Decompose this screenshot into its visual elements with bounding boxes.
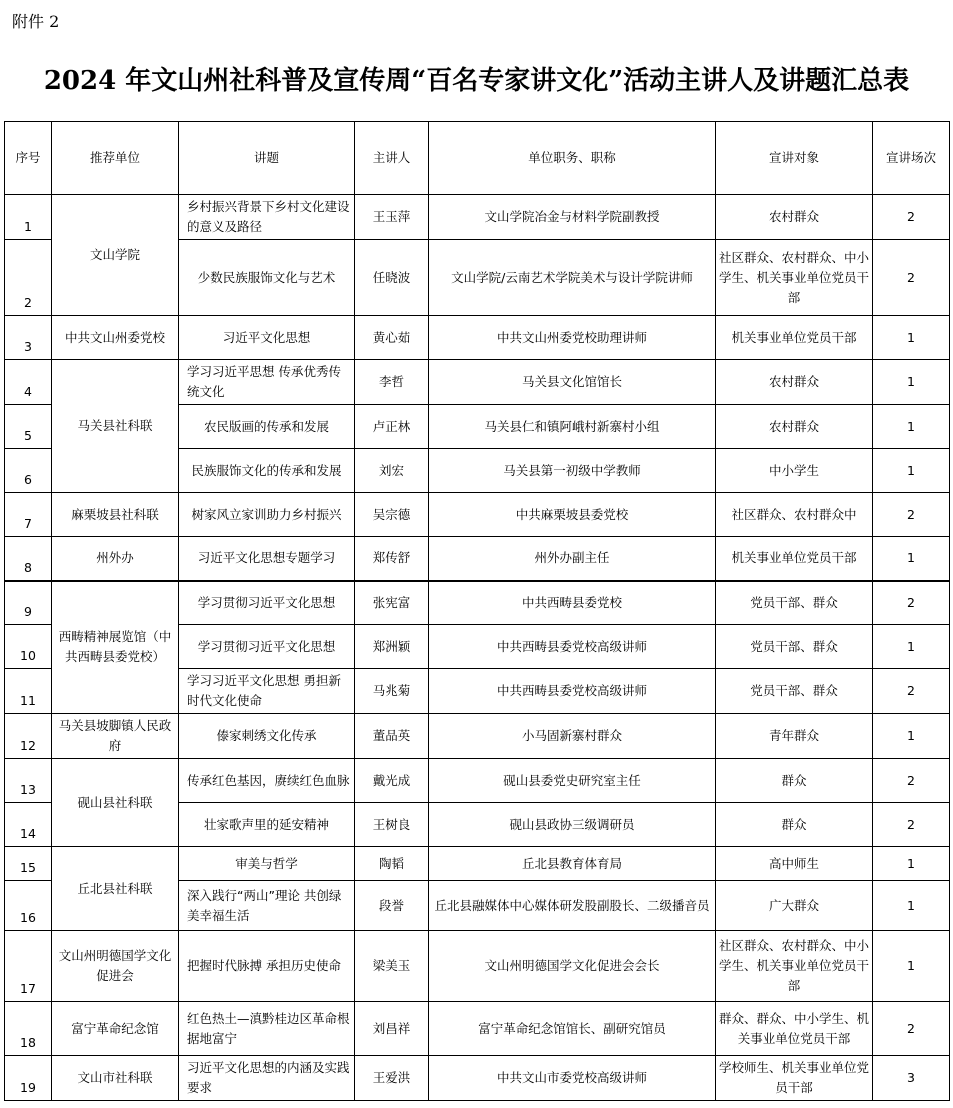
- table-row: [5, 581, 950, 625]
- cell-topic: 习近平文化思想的内涵及实践要求: [179, 1056, 355, 1101]
- attachment-label: 附件 2: [12, 12, 60, 31]
- cell-speaker: 董品英: [355, 714, 429, 759]
- cell-speaker: 陶韬: [355, 847, 429, 881]
- cell-sessions: 1: [873, 931, 950, 1002]
- cell-audience: 群众: [716, 803, 873, 847]
- cell-speaker: 任晓波: [355, 240, 429, 316]
- cell-position: 砚山县委党史研究室主任: [429, 759, 716, 803]
- cell-seq: 15: [5, 847, 52, 881]
- cell-seq: 7: [5, 493, 52, 537]
- cell-topic: 习近平文化思想: [179, 316, 355, 360]
- cell-sessions: 1: [873, 405, 950, 449]
- cell-position: 马关县第一初级中学教师: [429, 449, 716, 493]
- cell-position: 中共西畴县委党校: [429, 581, 716, 625]
- cell-speaker: 卢正林: [355, 405, 429, 449]
- cell-audience: 农村群众: [716, 195, 873, 240]
- cell-speaker: 戴光成: [355, 759, 429, 803]
- cell-unit: 丘北县社科联: [52, 847, 179, 931]
- cell-speaker: 梁美玉: [355, 931, 429, 1002]
- cell-topic: 树家风立家训助力乡村振兴: [179, 493, 355, 537]
- cell-seq: 12: [5, 714, 52, 759]
- table-row: [5, 493, 950, 537]
- cell-audience: 群众、群众、中小学生、机关事业单位党员干部: [716, 1002, 873, 1056]
- table-row: [5, 1056, 950, 1101]
- cell-audience: 农村群众: [716, 360, 873, 405]
- table-row: [5, 847, 950, 881]
- cell-unit: 文山州明德国学文化促进会: [52, 931, 179, 1002]
- cell-topic: 学习习近平思想 传承优秀传统文化: [179, 360, 355, 405]
- cell-sessions: 1: [873, 537, 950, 581]
- cell-seq: 3: [5, 316, 52, 360]
- cell-position: 砚山县政协三级调研员: [429, 803, 716, 847]
- cell-speaker: 张宪富: [355, 581, 429, 625]
- cell-unit: 马关县社科联: [52, 360, 179, 493]
- cell-audience: 广大群众: [716, 881, 873, 931]
- cell-speaker: 李哲: [355, 360, 429, 405]
- cell-topic: 审美与哲学: [179, 847, 355, 881]
- cell-unit: 马关县坡脚镇人民政府: [52, 714, 179, 759]
- cell-seq: 8: [5, 537, 52, 581]
- cell-seq: 19: [5, 1056, 52, 1101]
- document-title: 2024 年文山州社科普及宣传周“百名专家讲文化”活动主讲人及讲题汇总表: [43, 66, 910, 96]
- cell-sessions: 1: [873, 881, 950, 931]
- cell-speaker: 黄心茹: [355, 316, 429, 360]
- cell-sessions: 1: [873, 625, 950, 669]
- cell-position: 文山学院冶金与材料学院副教授: [429, 195, 716, 240]
- table-row: [5, 714, 950, 759]
- cell-position: 州外办副主任: [429, 537, 716, 581]
- cell-topic: 深入践行“两山”理论 共创绿美幸福生活: [179, 881, 355, 931]
- header-audience: 宣讲对象: [716, 122, 873, 195]
- cell-speaker: 吴宗德: [355, 493, 429, 537]
- cell-topic: 红色热土—滇黔桂边区革命根据地富宁: [179, 1002, 355, 1056]
- header-topic: 讲题: [179, 122, 355, 195]
- header-position: 单位职务、职称: [429, 122, 716, 195]
- cell-seq: 17: [5, 931, 52, 1002]
- cell-sessions: 1: [873, 714, 950, 759]
- cell-sessions: 2: [873, 669, 950, 714]
- cell-seq: 10: [5, 625, 52, 669]
- cell-topic: 传承红色基因，赓续红色血脉: [179, 759, 355, 803]
- cell-topic: 把握时代脉搏 承担历史使命: [179, 931, 355, 1002]
- cell-unit: 砚山县社科联: [52, 759, 179, 847]
- cell-sessions: 2: [873, 803, 950, 847]
- cell-sessions: 2: [873, 759, 950, 803]
- cell-topic: 学习贯彻习近平文化思想: [179, 581, 355, 625]
- cell-audience: 机关事业单位党员干部: [716, 537, 873, 581]
- cell-audience: 青年群众: [716, 714, 873, 759]
- cell-speaker: 刘昌祥: [355, 1002, 429, 1056]
- cell-sessions: 2: [873, 1002, 950, 1056]
- cell-unit: 州外办: [52, 537, 179, 581]
- cell-sessions: 3: [873, 1056, 950, 1101]
- cell-unit: 文山市社科联: [52, 1056, 179, 1101]
- cell-speaker: 段誉: [355, 881, 429, 931]
- cell-seq: 1: [5, 195, 52, 240]
- table-header-row: [5, 122, 950, 195]
- cell-seq: 5: [5, 405, 52, 449]
- cell-sessions: 1: [873, 360, 950, 405]
- cell-position: 文山州明德国学文化促进会会长: [429, 931, 716, 1002]
- cell-speaker: 王爱洪: [355, 1056, 429, 1101]
- table-row: [5, 360, 950, 405]
- cell-audience: 学校师生、机关事业单位党员干部: [716, 1056, 873, 1101]
- cell-sessions: 2: [873, 195, 950, 240]
- cell-position: 中共麻栗坡县委党校: [429, 493, 716, 537]
- cell-seq: 18: [5, 1002, 52, 1056]
- cell-position: 中共文山市委党校高级讲师: [429, 1056, 716, 1101]
- cell-position: 中共西畴县委党校高级讲师: [429, 625, 716, 669]
- cell-topic: 壮家歌声里的延安精神: [179, 803, 355, 847]
- table-row: [5, 537, 950, 581]
- cell-sessions: 1: [873, 847, 950, 881]
- cell-sessions: 1: [873, 316, 950, 360]
- cell-topic: 傣家刺绣文化传承: [179, 714, 355, 759]
- cell-topic: 习近平文化思想专题学习: [179, 537, 355, 581]
- cell-seq: 16: [5, 881, 52, 931]
- table-row: [5, 931, 950, 1002]
- cell-audience: 机关事业单位党员干部: [716, 316, 873, 360]
- cell-sessions: 2: [873, 581, 950, 625]
- cell-seq: 14: [5, 803, 52, 847]
- cell-speaker: 王树良: [355, 803, 429, 847]
- cell-seq: 9: [5, 581, 52, 625]
- cell-topic: 民族服饰文化的传承和发展: [179, 449, 355, 493]
- cell-position: 丘北县融媒体中心媒体研发股副股长、二级播音员: [429, 881, 716, 931]
- cell-audience: 党员干部、群众: [716, 625, 873, 669]
- cell-audience: 中小学生: [716, 449, 873, 493]
- cell-unit: 富宁革命纪念馆: [52, 1002, 179, 1056]
- cell-seq: 13: [5, 759, 52, 803]
- header-speaker: 主讲人: [355, 122, 429, 195]
- cell-sessions: 2: [873, 240, 950, 316]
- cell-seq: 4: [5, 360, 52, 405]
- cell-topic: 学习贯彻习近平文化思想: [179, 625, 355, 669]
- cell-sessions: 1: [873, 449, 950, 493]
- cell-position: 文山学院/云南艺术学院美术与设计学院讲师: [429, 240, 716, 316]
- cell-audience: 党员干部、群众: [716, 581, 873, 625]
- cell-audience: 党员干部、群众: [716, 669, 873, 714]
- cell-sessions: 2: [873, 493, 950, 537]
- cell-topic: 学习习近平文化思想 勇担新时代文化使命: [179, 669, 355, 714]
- cell-position: 马关县仁和镇阿峨村新寨村小组: [429, 405, 716, 449]
- cell-seq: 11: [5, 669, 52, 714]
- cell-audience: 高中师生: [716, 847, 873, 881]
- cell-position: 中共文山州委党校助理讲师: [429, 316, 716, 360]
- summary-table: [4, 121, 950, 1101]
- cell-speaker: 王玉萍: [355, 195, 429, 240]
- cell-audience: 社区群众、农村群众、中小学生、机关事业单位党员干部: [716, 240, 873, 316]
- table-body: [5, 195, 950, 1101]
- cell-speaker: 郑洲颖: [355, 625, 429, 669]
- header-seq: 序号: [5, 122, 52, 195]
- cell-unit: 文山学院: [52, 195, 179, 316]
- cell-position: 丘北县教育体育局: [429, 847, 716, 881]
- table-row: [5, 316, 950, 360]
- cell-position: 马关县文化馆馆长: [429, 360, 716, 405]
- cell-topic: 农民版画的传承和发展: [179, 405, 355, 449]
- cell-position: 小马固新寨村群众: [429, 714, 716, 759]
- cell-speaker: 郑传舒: [355, 537, 429, 581]
- header-sessions: 宣讲场次: [873, 122, 950, 195]
- table-row: [5, 759, 950, 803]
- cell-unit: 西畴精神展览馆（中共西畴县委党校）: [52, 581, 179, 714]
- cell-position: 富宁革命纪念馆馆长、副研究馆员: [429, 1002, 716, 1056]
- table-row: [5, 195, 950, 240]
- cell-seq: 6: [5, 449, 52, 493]
- cell-audience: 群众: [716, 759, 873, 803]
- cell-speaker: 刘宏: [355, 449, 429, 493]
- cell-audience: 社区群众、农村群众中: [716, 493, 873, 537]
- header-unit: 推荐单位: [52, 122, 179, 195]
- cell-audience: 社区群众、农村群众、中小学生、机关事业单位党员干部: [716, 931, 873, 1002]
- cell-seq: 2: [5, 240, 52, 316]
- table-row: [5, 1002, 950, 1056]
- cell-unit: 麻栗坡县社科联: [52, 493, 179, 537]
- cell-audience: 农村群众: [716, 405, 873, 449]
- cell-topic: 少数民族服饰文化与艺术: [179, 240, 355, 316]
- cell-speaker: 马兆菊: [355, 669, 429, 714]
- cell-topic: 乡村振兴背景下乡村文化建设的意义及路径: [179, 195, 355, 240]
- cell-position: 中共西畴县委党校高级讲师: [429, 669, 716, 714]
- cell-unit: 中共文山州委党校: [52, 316, 179, 360]
